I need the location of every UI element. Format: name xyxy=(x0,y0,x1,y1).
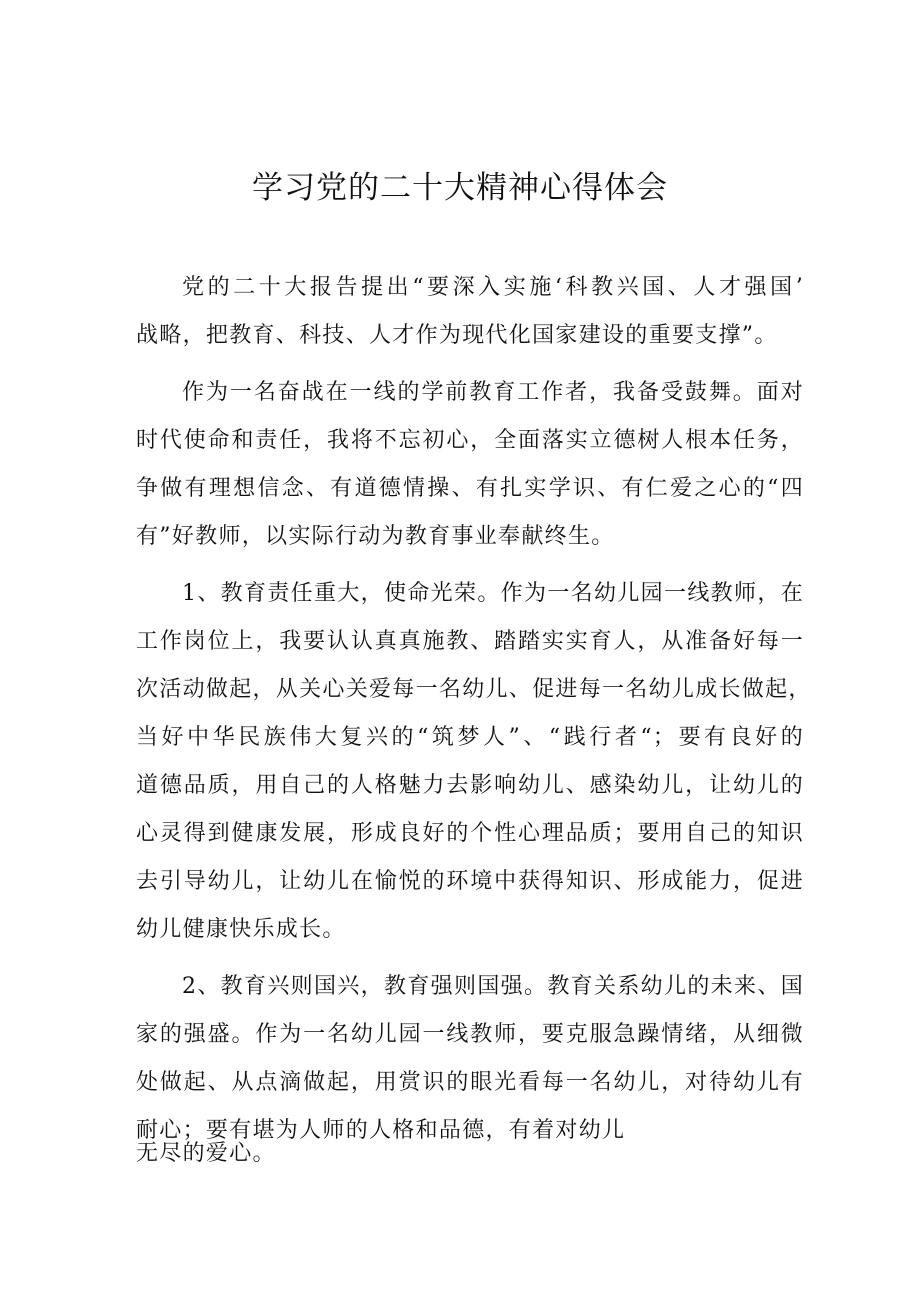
paragraph-4 xyxy=(136,963,804,1155)
paragraph-2 xyxy=(136,369,804,561)
paragraph-line: 时代使命和责任，我将不忘初心，全面落实立德树人根本任务， xyxy=(136,428,804,453)
paragraph-line: 争做有理想信念、有道德情操、有扎实学识、有仁爱之心的“四 xyxy=(136,476,804,501)
paragraph-line: 战略，把教育、科技、人才作为现代化国家建设的重要支撑”。 xyxy=(136,323,778,348)
paragraph-line: 家的强盛。作为一名幼儿园一线教师，要克服急躁情绪，从细微 xyxy=(136,1022,804,1047)
paragraph-line: 有”好教师，以实际行动为教育事业奉献终生。 xyxy=(136,524,615,549)
paragraph-line: 道德品质，用自己的人格魅力去影响幼儿、感染幼儿，让幼儿的 xyxy=(136,773,804,798)
tail-line: 无尽的爱心。 xyxy=(136,1141,276,1166)
paragraph-line: 1、教育责任重大，使命光荣。作为一名幼儿园一线教师，在 xyxy=(182,581,804,606)
paragraph-line: 党的二十大报告提出“要深入实施‘科教兴国、人才强国’ xyxy=(182,275,804,300)
document-title: 学习党的二十大精神心得体会 xyxy=(252,170,668,206)
paragraph-line: 幼儿健康快乐成长。 xyxy=(136,917,346,942)
paragraph-line: 2、教育兴则国兴，教育强则国强。教育关系幼儿的未来、国 xyxy=(182,974,804,999)
paragraph-line: 作为一名奋战在一线的学前教育工作者，我备受鼓舞。面对 xyxy=(182,380,804,405)
paragraph-line: 次活动做起，从关心关爱每一名幼儿、促进每一名幼儿成长做起， xyxy=(136,677,812,702)
paragraph-line: 处做起、从点滴做起，用赏识的眼光看每一名幼儿，对待幼儿有 xyxy=(136,1070,804,1095)
paragraph-1 xyxy=(136,264,804,360)
document-body xyxy=(136,264,812,1155)
paragraph-line: 去引导幼儿，让幼儿在愉悦的环境中获得知识、形成能力，促进 xyxy=(136,869,804,894)
paragraph-line: 心灵得到健康发展，形成良好的个性心理品质；要用自己的知识 xyxy=(136,821,804,846)
paragraph-3 xyxy=(136,570,812,954)
paragraph-line: 耐心；要有堪为人师的人格和品德，有着对幼儿 xyxy=(136,1118,626,1143)
paragraph-line: 工作岗位上，我要认认真真施教、踏踏实实育人，从准备好每一 xyxy=(136,629,804,654)
paragraph-line: 当好中华民族伟大复兴的“筑梦人”、“践行者“；要有良好的 xyxy=(136,725,804,750)
